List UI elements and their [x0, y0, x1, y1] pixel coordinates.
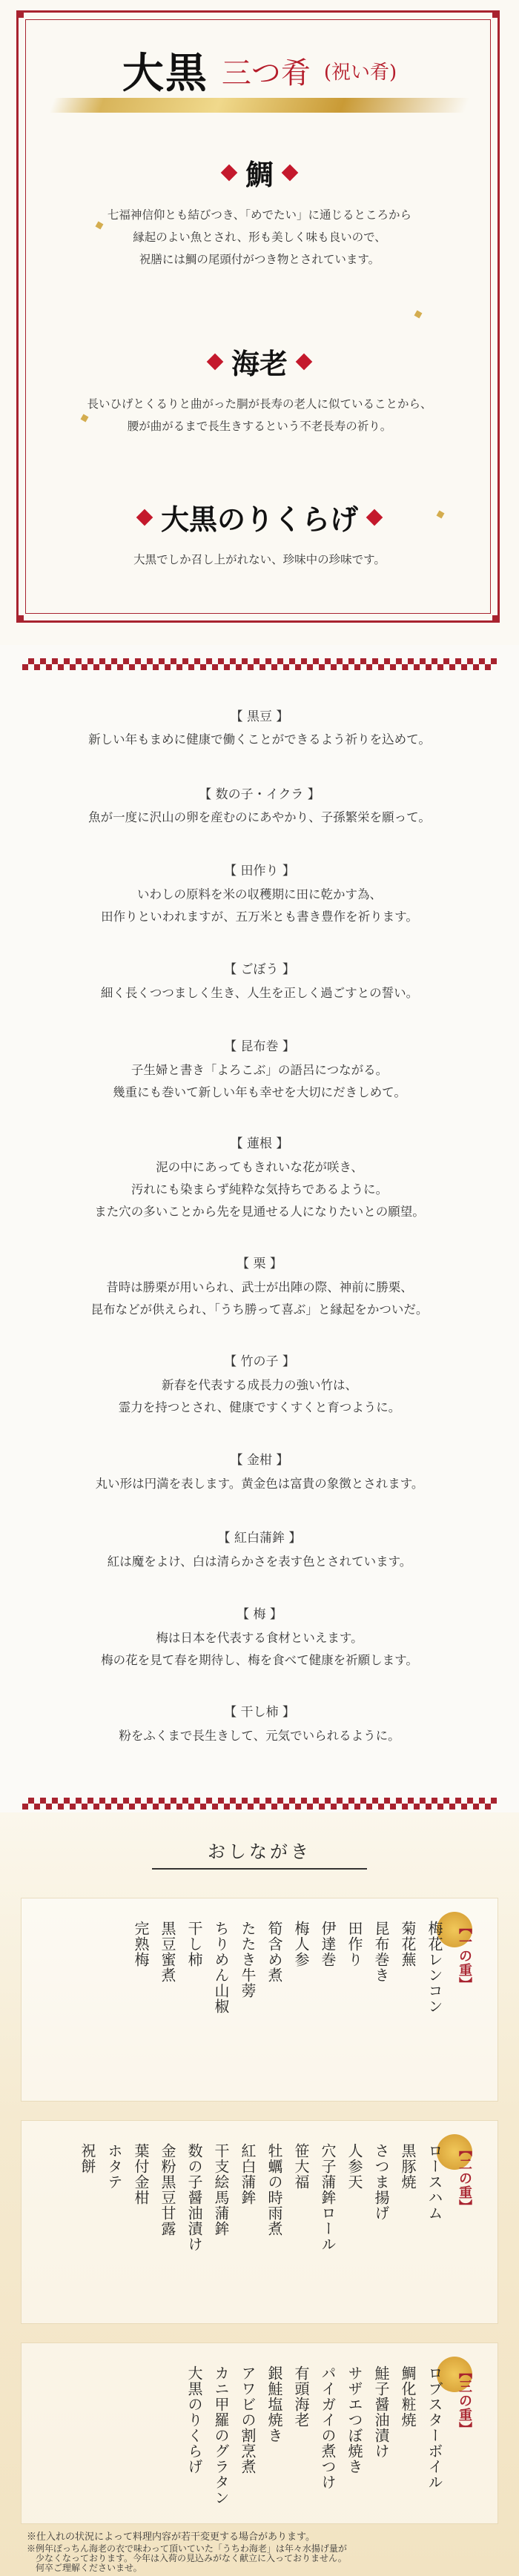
menu-item: ロースハム — [426, 2143, 443, 2221]
meaning-title: 【 干し柿 】 — [224, 1705, 295, 1720]
meaning-title: 【 昆布巻 】 — [224, 1039, 295, 1054]
menu-item: 有頭海老 — [292, 2365, 310, 2428]
menu-item: 干し柿 — [185, 1921, 203, 1967]
meaning-title: 【 数の子・イクラ 】 — [199, 787, 320, 802]
meaning-title: 【 蓮根 】 — [230, 1136, 289, 1151]
frame-corner — [492, 615, 500, 623]
menu-item: 田作り — [346, 1921, 363, 1967]
menu-item: 筍含め煮 — [265, 1921, 283, 1983]
gold-brush-band — [49, 98, 469, 113]
menu-item: ちりめん山椒 — [212, 1921, 230, 2014]
tier-label: 【二の重】 — [457, 2143, 472, 2214]
footnote-line: ※仕入れの状況によって料理内容が若干変更する場合があります。 — [27, 2532, 315, 2543]
meaning-title: 【 金柑 】 — [230, 1453, 289, 1468]
meaning-text: 子生婦と書き「よろこぶ」の語呂につながる。 幾重にも巻いて新しい年も幸せを大切にだきしめて。 — [113, 1063, 406, 1099]
tier-columns — [130, 1921, 475, 2014]
meaning-text: 丸い形は円満を表します。黄金色は富貴の象徴とされます。 — [95, 1477, 424, 1491]
meaning-text: 梅は日本を代表する食材といえます。 梅の花を見て春を期待し、梅を食べて健康を祈願します。 — [101, 1631, 418, 1667]
menu-tier-2 — [21, 2120, 498, 2324]
diamond-icon — [207, 353, 224, 370]
menu-heading: おしながき — [208, 1841, 311, 1862]
menu-item: ロブスターボイル — [426, 2365, 443, 2490]
menu-item: カニ甲羅のグラタン — [212, 2365, 230, 2506]
sakana-description: 大黒でしか召し上がれない、珍味中の珍味です。 — [133, 553, 386, 566]
menu-item: 完熟梅 — [132, 1921, 150, 1967]
sakana-description: 七福神信仰とも結びつき、「めでたい」に通じるところから 縁起のよい魚とされ、形も美しく味も良いので、 祝膳には鯛の尾頭付がつき物とされています。 — [107, 208, 412, 266]
title-subtitle: (祝い肴) — [323, 61, 397, 84]
meaning-text: 新春を代表する成長力の強い竹は、 霊力を持つとされ、健康ですくすくと育つように。 — [118, 1378, 401, 1414]
menu-heading-underline — [152, 1868, 367, 1870]
meaning-title: 【 梅 】 — [237, 1607, 282, 1622]
footnote-line: ※例年ぽっちん海老の衣で味わって頂いていた「うちわ海老」は年々水揚げ量が — [27, 2543, 347, 2554]
page-title — [0, 44, 519, 96]
menu-item: 干支絵馬蒲鉾 — [212, 2143, 230, 2236]
menu-item: 梅花レンコン — [426, 1921, 443, 2014]
menu-item: 金粉黒豆甘露 — [159, 2143, 176, 2236]
menu-item: パイガイの煮つけ — [319, 2365, 337, 2490]
menu-item: たたき牛蒡 — [239, 1921, 257, 1999]
tier-columns — [183, 2365, 475, 2506]
meaning-text: 紅は魔をよけ、白は清らかさを表す色とされています。 — [107, 1554, 412, 1569]
diamond-icon — [221, 164, 238, 181]
menu-tier-1 — [21, 1898, 498, 2102]
diamond-icon — [282, 164, 299, 181]
menu-item: 穴子蒲鉾ロール — [319, 2143, 337, 2252]
menu-item: 牡蠣の時雨煮 — [265, 2143, 283, 2236]
menu-item: 銀鮭塩焼き — [265, 2365, 283, 2443]
menu-item: 笹大福 — [292, 2143, 310, 2190]
diamond-icon — [296, 353, 313, 370]
diamond-icon — [366, 509, 383, 526]
menu-tier-3 — [21, 2342, 498, 2524]
menu-item: 黒豆蜜煮 — [159, 1921, 176, 1983]
menu-item: 紅白蒲鉾 — [239, 2143, 257, 2205]
sakana-item-norikurage — [0, 497, 519, 537]
menu-item: 昆布巻き — [372, 1921, 390, 1983]
meaning-title: 【 黒豆 】 — [230, 709, 289, 724]
sakana-name: 大黒のりくらげ — [160, 503, 358, 536]
meaning-text: 新しい年もまめに健康で働くことができるよう祈りを込めて。 — [88, 732, 431, 746]
tier-label: 【一の重】 — [457, 1921, 472, 1991]
menu-item: 菊花蕪 — [399, 1921, 417, 1967]
sakana-name: 鯛 — [245, 159, 274, 191]
meaning-title: 【 田作り 】 — [224, 864, 295, 878]
title-text: 三つ肴 — [221, 56, 311, 90]
menu-item: 数の子醤油漬け — [185, 2143, 203, 2252]
tier-columns — [76, 2143, 475, 2252]
daikoku-logo: 大黒 — [122, 50, 208, 98]
footnote-line: 少なくなっております。今年は入荷の見込みがなく献立に入っておりません。 — [27, 2553, 347, 2563]
menu-item: 人参天 — [346, 2143, 363, 2190]
meaning-text: 魚が一度に沢山の卵を産むのにあやかり、子孫繁栄を願って。 — [88, 810, 431, 824]
tier-label: 【三の重】 — [457, 2365, 472, 2436]
frame-corner — [16, 615, 24, 623]
menu-footnotes-detail — [27, 2544, 494, 2573]
sakana-item-tai — [0, 152, 519, 193]
menu-item: 伊達巻 — [319, 1921, 337, 1967]
menu-item: 鯛化粧焼 — [399, 2365, 417, 2428]
sakana-name: 海老 — [231, 348, 288, 380]
meaning-text: 昔時は勝栗が用いられ、武士が出陣の際、神前に勝栗、 昆布などが供えられ、「うち勝って喜ぶ」と縁起をかついだ。 — [90, 1280, 429, 1317]
menu-item: 梅人参 — [292, 1921, 310, 1967]
menu-item: アワビの割烹煮 — [239, 2365, 257, 2474]
menu-item: さつま揚げ — [372, 2143, 390, 2221]
sakana-card — [0, 0, 519, 645]
menu-item: ホタテ — [105, 2143, 123, 2190]
diamond-icon — [136, 509, 153, 526]
meaning-title: 【 栗 】 — [237, 1256, 282, 1271]
menu-item: 黒豚焼 — [399, 2143, 417, 2190]
meaning-title: 【 ごぼう 】 — [224, 962, 295, 977]
menu-item: 葉付金柑 — [132, 2143, 150, 2205]
sakana-item-ebi — [0, 341, 519, 382]
sakana-description: 長いひげとくるりと曲がった胴が長寿の老人に似ていることから、 腰が曲がるまで長生きするという不老長寿の祈り。 — [87, 397, 432, 433]
menu-item: 鮭子醤油漬け — [372, 2365, 390, 2459]
meaning-text: いわしの原料を米の収穫期に田に乾かす為、 田作りといわれますが、五万米とも書き豊作を祈ります。 — [101, 887, 418, 924]
menu-item: 大黒のりくらげ — [185, 2365, 203, 2474]
meaning-title: 【 竹の子 】 — [224, 1354, 295, 1369]
checker-divider — [22, 1798, 497, 1810]
meaning-text: 泥の中にあってもきれいな花が咲き、 汚れにも染まらず純粋な気持ちであるように。 また穴の多いことから先を見通せる人になりたいとの願望。 — [94, 1160, 425, 1219]
menu-item: 祝餅 — [79, 2143, 96, 2174]
frame-corner — [492, 10, 500, 18]
meaning-text: 細く長くつつましく生き、人生を正しく過ごすとの誓い。 — [100, 986, 419, 1000]
footnote-line: 何卒ご理解くださいませ。 — [27, 2563, 142, 2573]
frame-corner — [16, 10, 24, 18]
meaning-title: 【 紅白蒲鉾 】 — [217, 1531, 302, 1546]
meaning-text: 粉をふくまで長生きして、元気でいられるように。 — [119, 1729, 400, 1743]
menu-item: サザエつぼ焼き — [346, 2365, 363, 2474]
checker-divider — [22, 658, 497, 670]
